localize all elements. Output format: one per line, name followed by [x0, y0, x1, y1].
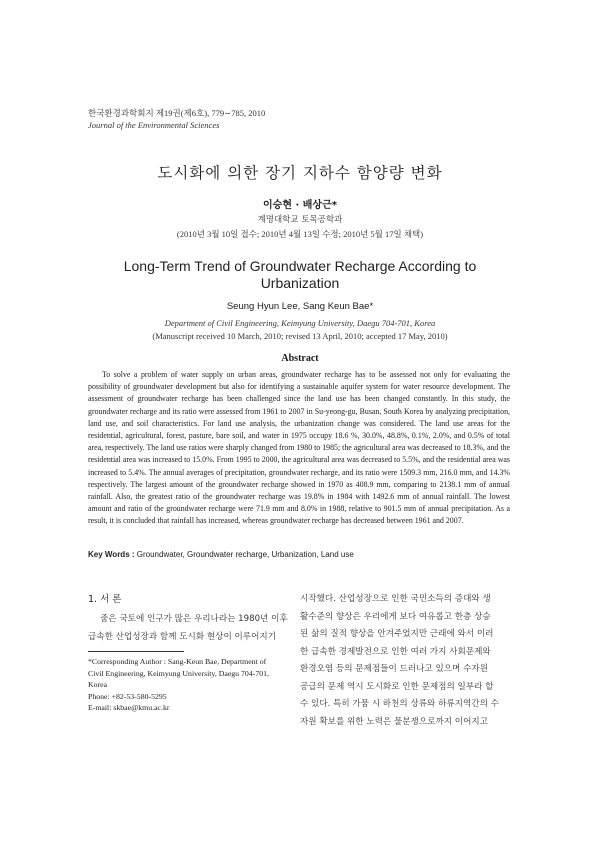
intro-right-line: 시작했다. 산업성장으로 인한 국민소득의 증대와 생 [300, 594, 491, 604]
journal-ko-line: 한국환경과학회지 제19권(제6호), 779∼785, 2010 [88, 108, 266, 118]
affiliation-korean: 계명대학교 토목공학과 [257, 215, 343, 225]
section-heading-intro: 1. 서 론 [88, 594, 122, 605]
intro-right-line: 환경오염 등의 문제점들이 드러나고 있으며 수자원 [300, 664, 488, 674]
corresponding-author-footnote [88, 656, 302, 714]
footnote-email: E-mail: skbae@kmu.ac.kr [88, 703, 170, 712]
journal-citation [88, 107, 265, 131]
intro-right-column [300, 591, 514, 731]
journal-en-line: Journal of the Environmental Sciences [88, 120, 220, 130]
department-english: Department of Civil Engineering, Keimyung University, Daegu 704-701, Korea [164, 318, 436, 328]
footnote-divider [88, 651, 184, 652]
authors-english: Seung Hyun Lee, Sang Keun Bae* [226, 301, 374, 312]
footnote-line: Civil Engineering, Keimyung University, Daegu 704-701, [88, 668, 269, 678]
abstract-heading: Abstract [281, 353, 319, 364]
title-korean: 도시화에 의한 장기 지하수 함양량 변화 [157, 164, 443, 182]
intro-right-line: 한 급속한 경제발전으로 인한 여러 가지 사회문제와 [300, 646, 491, 657]
abstract-body [88, 369, 510, 528]
footnote-line: Korea [88, 680, 108, 689]
authors-korean: 이승현 · 배상근* [263, 200, 337, 211]
keywords [88, 550, 354, 559]
intro-right-line: 수 있다. 특히 가뭄 시 하천의 상류와 하류지역간의 수 [300, 699, 499, 709]
keywords-text: Groundwater, Groundwater recharge, Urbanization, Land use [134, 550, 354, 559]
manuscript-dates: (Manuscript received 10 March, 2010; revised 13 April, 2010; accepted 17 May, 2010) [152, 331, 448, 341]
keywords-label: Key Words : [88, 550, 135, 559]
dates-korean: (2010년 3월 10일 접수; 2010년 4월 13일 수정; 2010년 5월 17일 채택) [176, 229, 424, 239]
intro-left-line: 급속한 산업성장과 함께 도시화 현상이 이루어지기 [88, 631, 276, 642]
intro-left-line: 줌은 국토에 인구가 많은 우리나라는 1980년 이후 [100, 614, 288, 624]
intro-right-line: 활수준의 향상은 우리에게 보다 여유롭고 한층 상승 [300, 611, 491, 622]
intro-left-column [88, 611, 302, 646]
intro-right-line: 공급의 문제 역시 도시화로 인한 문제점의 일부라 할 [300, 681, 494, 692]
footnote-phone: Phone: +82-53-580-5295 [88, 691, 167, 701]
abstract-text: To solve a problem of water supply on urban areas, groundwater recharge has to be assessed not only for evaluating the possibility of groundwater development but also for identifying a sustainable aquifer system for water resource development. The assessment of groundwater recharge has been challenged since the land use has been changed constantly. In this study, the groundwater recharge and its ratio were assessed from 1961 to 2007 in Su-yeong-gu, Busan, South Korea by analyzing precipitation, land use, and soil characteristics. For land use analysis, the urbanization change was considered. The land use areas for the residential, agricultural, forest, pasture, bare soil, and water in 1975 occupy 18.6 %, 30.0%, 48.8%, 0.1%, 2.0%, and 0.5% of total area, respectively. The land use ratios were sharply changed from 1980 to 1985; the agricultural area was decreased to 18.3%, and the residential area was increased to 15.0%. From 1995 to 2000, the agricultural area was decreased to 5.5%, and the residential area was increased to 5.4%. The annual averages of precipitation, groundwater recharge, and its ratio were 1509.3 mm, 216.0 mm, and 14.3% respectively. The largest amount of the groundwater recharge showed in 1970 as 408.9 mm, comparing to 2138.1 mm of annual rainfall. Also, the greatest ratio of the groundwater recharge was 19.8% in 1984 with 1492.6 mm of annual rainfall. The lowest amount and ratio of the groundwater recharge were 71.9 mm and 8.0% in 1988, relative to 901.5 mm of annual precipitation. As a result, it is concluded that rainfall has increased, whereas groundwater recharge has decreased between 1961 and 2007. [88, 370, 510, 526]
footnote-line: *Corresponding Author : Sang-Keun Bae, Department of [88, 657, 267, 666]
intro-right-line: 된 삶의 질적 향상을 안겨주었지만 근래에 와서 이러 [300, 629, 494, 639]
intro-right-line: 자원 확보를 위한 노력은 물분쟁으로까지 이어지고 [300, 716, 488, 727]
title-english: Long-Term Trend of Groundwater Recharge According to Urbanization [123, 258, 477, 291]
